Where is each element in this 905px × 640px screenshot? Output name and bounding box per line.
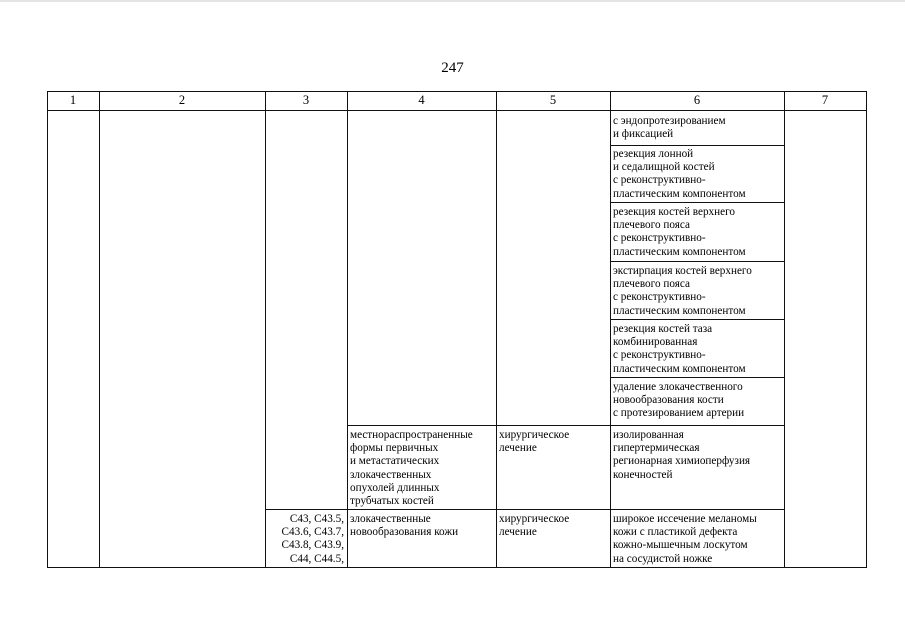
procedure-cell: резекция лонной и седалищной костей с реконструктивно- пластическим компонентом xyxy=(613,148,746,200)
diagnosis-cell: местнораспространенные формы первичных и метастатических злокачественных опухолей длинных трубчатых костей xyxy=(350,429,473,508)
col6-divider-2 xyxy=(610,202,784,203)
col6-divider-4 xyxy=(610,319,784,320)
header-col-3: 3 xyxy=(302,93,310,107)
procedure-cell: резекция костей верхнего плечевого пояса с реконструктивно- пластическим компонентом xyxy=(613,206,746,258)
procedure-cell: изолированная гипертермическая регионарная химиоперфузия конечностей xyxy=(613,429,751,481)
row-divider-skin xyxy=(265,509,784,510)
col-border-right xyxy=(866,91,867,568)
diagnosis-cell: злокачественные новообразования кожи xyxy=(350,513,459,539)
header-col-4: 4 xyxy=(418,93,425,107)
col-border-5-6 xyxy=(610,91,611,568)
procedure-cell: удаление злокачественного новообразования кости с протезированием артерии xyxy=(613,381,745,420)
procedure-cell: с эндопротезированием и фиксацией xyxy=(613,115,726,141)
procedure-cell: широкое иссечение меланомы кожи с пластикой дефекта кожно-мышечным лоскутом на сосудистой ножке xyxy=(613,513,757,565)
col-border-6-7 xyxy=(784,91,785,568)
col-border-1-2 xyxy=(99,91,100,568)
col6-divider-3 xyxy=(610,261,784,262)
procedure-cell: резекция костей таза комбинированная с реконструктивно- пластическим компонентом xyxy=(613,323,746,375)
col-border-3-4 xyxy=(347,91,348,568)
col-border-4-5 xyxy=(496,91,497,568)
header-col-6: 6 xyxy=(693,93,701,107)
row-divider-local xyxy=(347,425,784,426)
header-col-7: 7 xyxy=(821,93,829,107)
header-col-2: 2 xyxy=(178,93,186,107)
header-bottom-border xyxy=(47,110,867,111)
header-col-5: 5 xyxy=(549,93,557,107)
header-col-1: 1 xyxy=(69,93,77,107)
col6-divider-5 xyxy=(610,377,784,378)
col6-divider-1 xyxy=(610,145,784,146)
col-border-2-3 xyxy=(265,91,266,568)
page-number: 247 xyxy=(441,60,464,76)
procedure-cell: экстирпация костей верхнего плечевого пояса с реконструктивно- пластическим компонентом xyxy=(613,265,752,317)
col-border-left xyxy=(47,91,48,568)
treatment-type-cell: хирургическое лечение xyxy=(499,513,570,539)
icd-codes-cell: С43, С43.5, С43.6, С43.7, С43.8, С43.9, С44, С44.5, xyxy=(281,513,344,565)
table-bottom-border xyxy=(47,567,867,568)
treatment-type-cell: хирургическое лечение xyxy=(499,429,570,455)
